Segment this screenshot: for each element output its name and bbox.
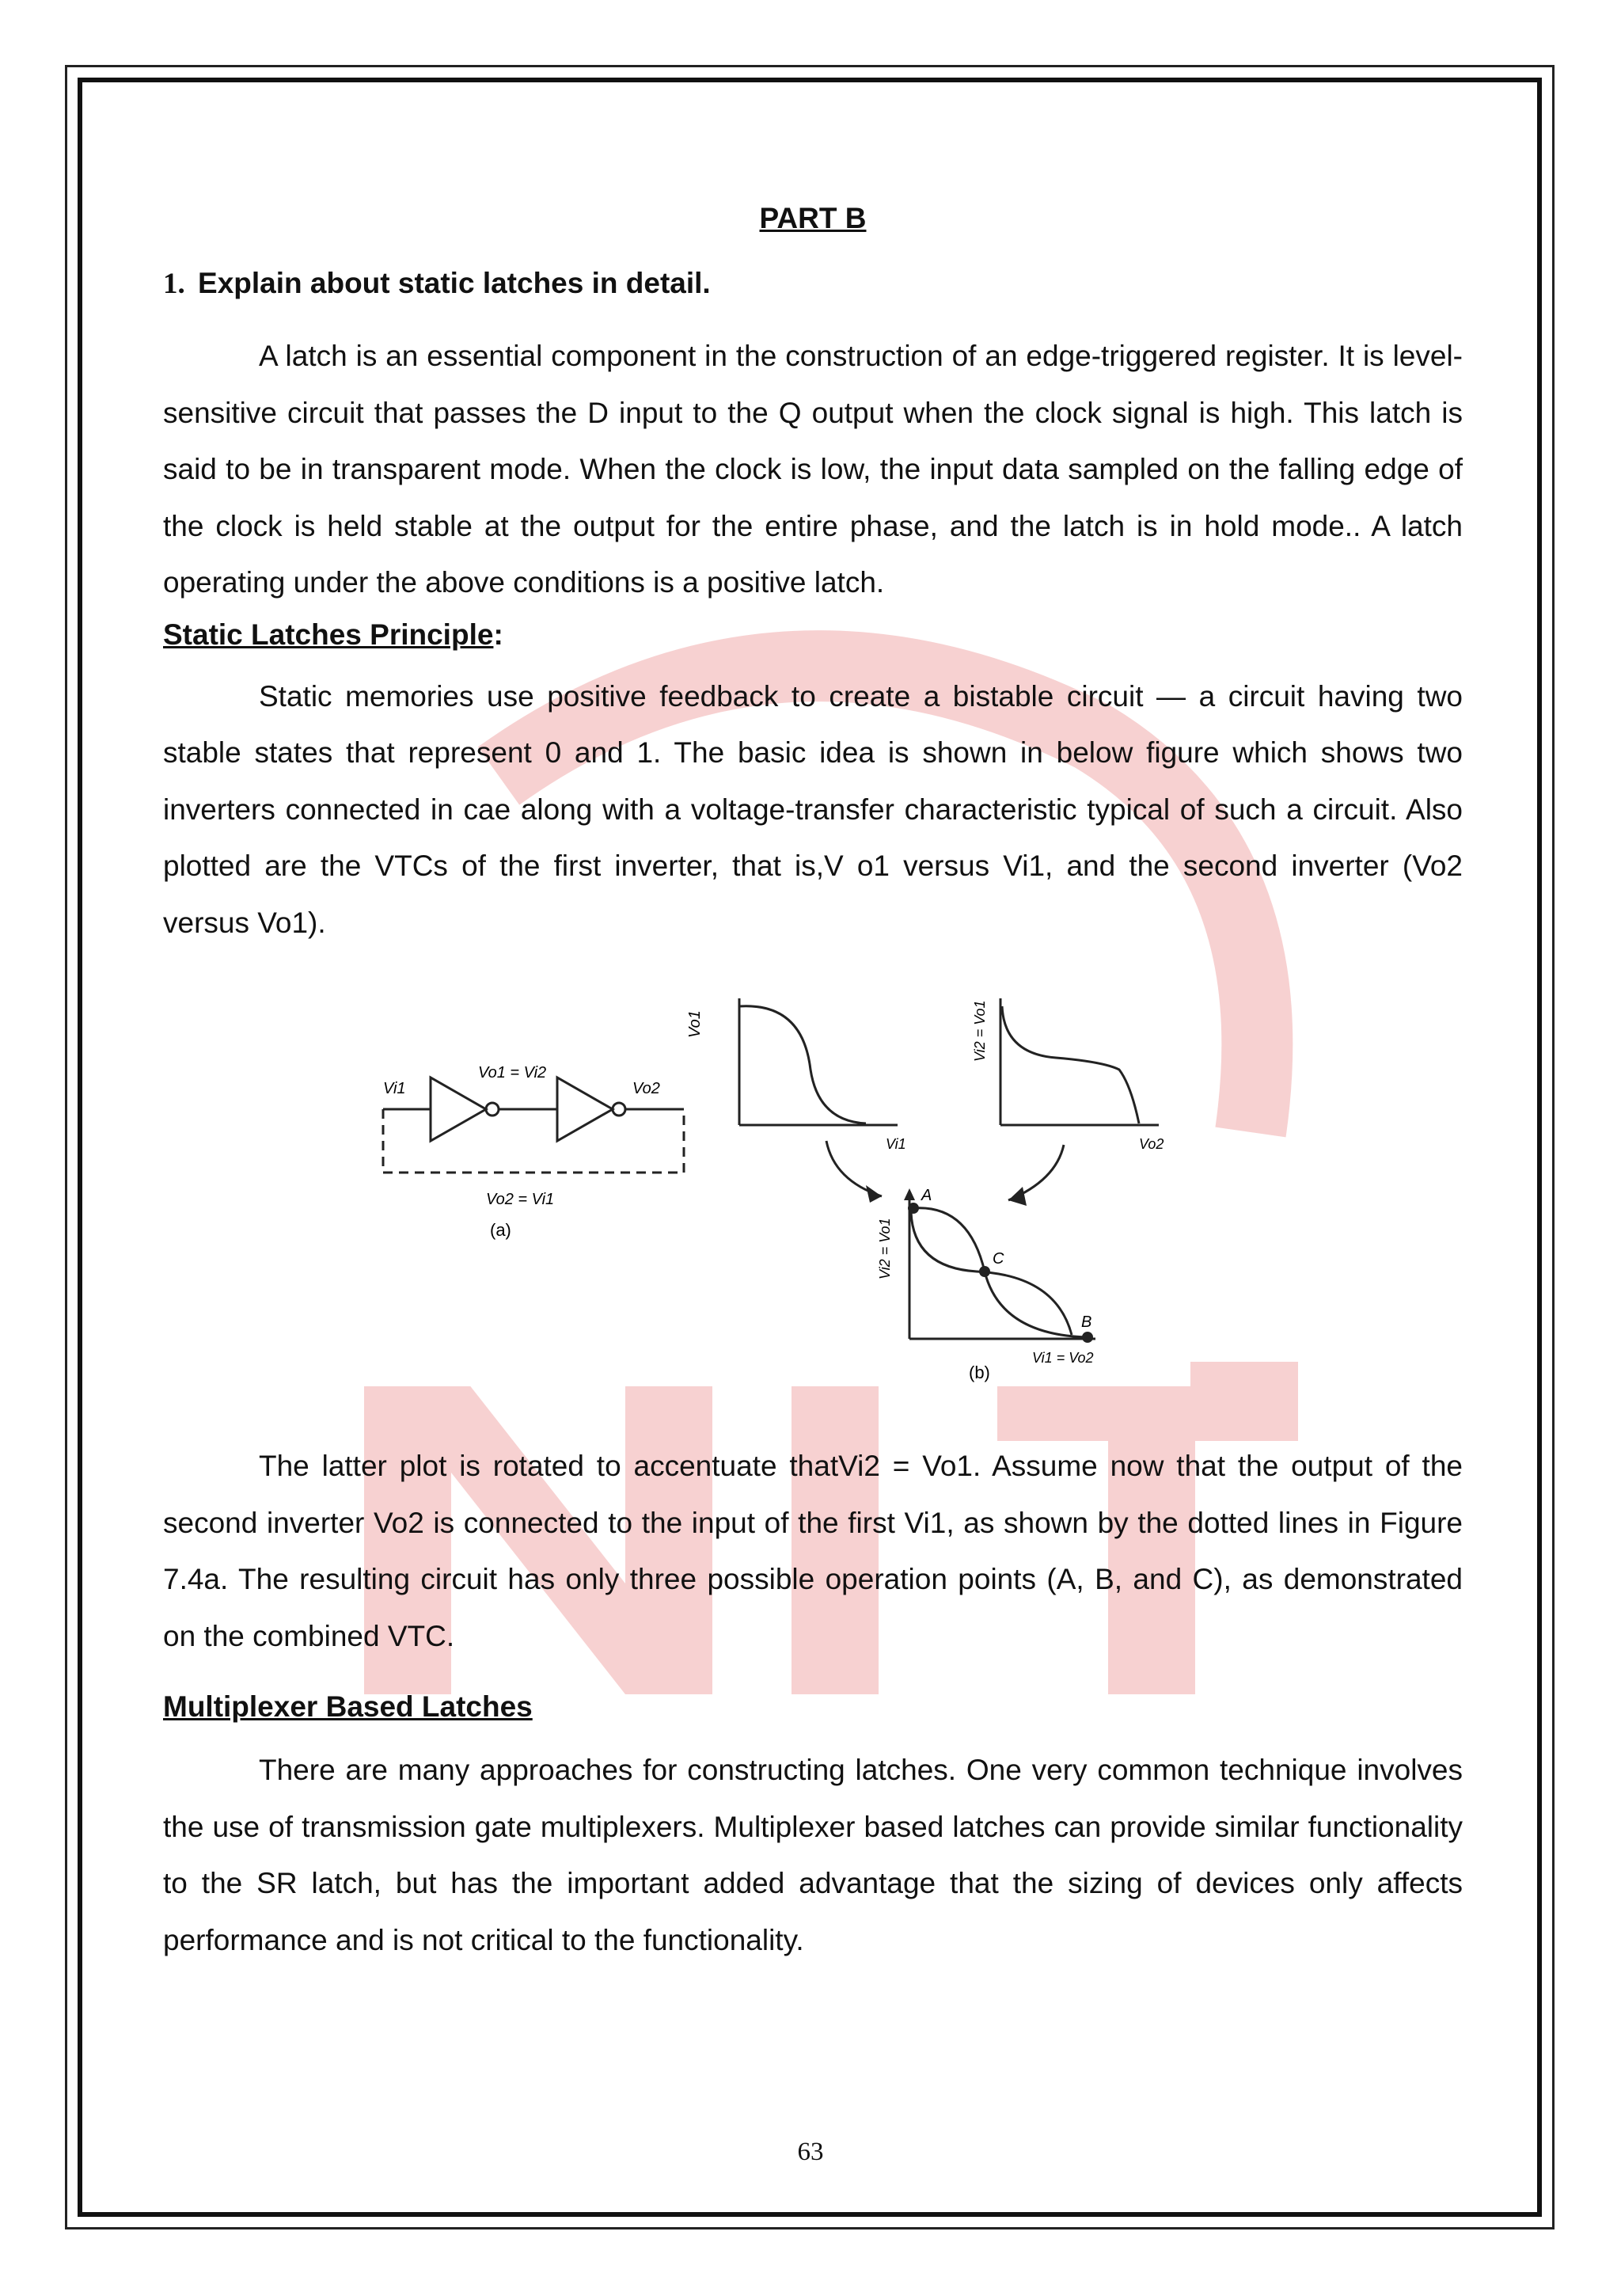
mux-paragraph: There are many approaches for constructing latches. One very common technique involves the use of transmission gate multiplexers. Multiplexer based latches can provide similar functionality to the SR latch, but has the important added advantage that the sizing of devices only affects performance and is not critical to the functionality. (163, 1754, 1463, 1956)
fig-point-c: C (993, 1250, 1004, 1268)
fig-vi1-label: Vi1 (383, 1080, 406, 1097)
fig-label-b: (b) (969, 1363, 990, 1382)
question-number: 1. (163, 268, 185, 300)
fig-axis-vi1: Vi1 (886, 1136, 906, 1152)
question-heading (163, 267, 1463, 301)
fig-vo2-label: Vo2 (632, 1080, 660, 1097)
fig-point-a: A (921, 1187, 932, 1204)
principle-heading: Static Latches Principle: (163, 618, 503, 651)
fig-axis-vo2: Vo2 (1139, 1136, 1164, 1152)
page-content (163, 202, 1463, 1968)
fig-point-b: B (1081, 1313, 1092, 1331)
fig-vo2-vi1-label: Vo2 = Vi1 (486, 1191, 555, 1208)
fig-axis-combined-x: Vi1 = Vo2 (1032, 1350, 1094, 1366)
fig-label-a: (a) (490, 1220, 511, 1240)
page-number: 63 (797, 2138, 824, 2166)
question-text: Explain about static latches in detail. (198, 267, 711, 299)
fig-axis-vi2-vo1: Vi2 = Vo1 (972, 1000, 988, 1062)
fig-axis-vo1: Vo1 (686, 1010, 704, 1038)
part-title: PART B (759, 202, 867, 234)
intro-paragraph: A latch is an essential component in the construction of an edge-triggered register. It is level-sensitive circuit that passes the D input to the Q output when the clock signal is high. This latch is said to be in transparent mode. When the clock is low, the input data sampled on the falling edge of the clock is held stable at the output for the entire phase, and the latch is in hold mode.. A latch operating under the above conditions is a positive latch. (163, 340, 1463, 599)
fig-axis-combined-y: Vi2 = Vo1 (877, 1218, 893, 1279)
fig-vo1-label: Vo1 = Vi2 (478, 1064, 547, 1081)
principle-paragraph: Static memories use positive feedback to create a bistable circuit — a circuit having two stable states that represent 0 and 1. The basic idea is shown in below figure which shows two inverters connected in cae along with a voltage-transfer characteristic typical of such a circuit. Also plotted are the VTCs of the first inverter, that is,V o1 versus Vi1, and the second inverter (Vo2 versus Vo1). (163, 679, 1463, 939)
mux-heading: Multiplexer Based Latches (163, 1690, 533, 1723)
bistable-figure-svg (359, 975, 1190, 1386)
bistable-figure (359, 975, 1190, 1386)
after-figure-paragraph: The latter plot is rotated to accentuate thatVi2 = Vo1. Assume now that the output of the second inverter Vo2 is connected to the input of the first Vi1, as shown by the dotted lines in Figure 7.4a. The resulting circuit has only three possible operation points (A, B, and C), as demonstrated on the combined VTC. (163, 1450, 1463, 1652)
